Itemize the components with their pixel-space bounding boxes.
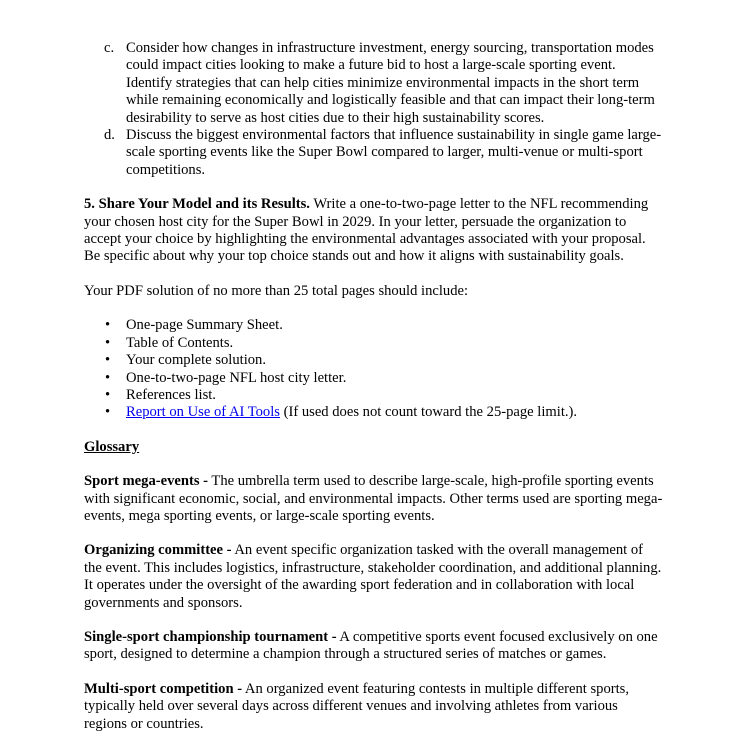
list-item-d (84, 127, 664, 179)
requirement-item-ai-report (84, 404, 664, 421)
bullet-icon: • (105, 386, 111, 403)
glossary-entry (84, 681, 664, 733)
list-marker: c. (104, 40, 115, 56)
list-marker: d. (104, 127, 115, 144)
requirement-text: Table of Contents. (126, 334, 234, 351)
bullet-icon: • (105, 369, 111, 386)
list-item-text: Consider how changes in infrastructure investment, energy sourcing, transportation modes could impact cities looking to make a future bid to host a large-scale sporting event. Identify strategies that can help cities minimize environmental impacts in the short term while remaining economically and logistically feasible and that can impact their long-term desirability to serve as host cities due to their high sustainability scores. (126, 40, 655, 126)
section-5-body: Write a one-to-two-page letter to the NFL recommending your chosen host city for the Super Bowl in 2029. In your letter, persuade the organization to accept your choice by highlighting the environmental advantages associated with your proposal. Be specific about why your top choice stands out and how it aligns with sustainability goals. (84, 196, 649, 265)
glossary-definition: The umbrella term used to describe large-scale, high-profile sporting events with significant economic, social, and environmental impacts. Other terms used are sporting mega-events, mega sporting events, or large-scale sporting events. (84, 473, 663, 524)
requirement-item (84, 370, 664, 387)
glossary-term: Sport mega-events - (84, 473, 209, 490)
glossary-definition: An organized event featuring contests in multiple different sports, typically held over several days across different venues and involving athletes from various regions or countries. (84, 680, 629, 732)
requirement-text: Your complete solution. (126, 352, 266, 369)
section-5-title: 5. Share Your Model and its Results. (84, 196, 310, 213)
requirement-text: One-to-two-page NFL host city letter. (126, 369, 347, 386)
ai-tools-report-link[interactable]: Report on Use of AI Tools (126, 404, 280, 421)
glossary-term: Organizing committee - (84, 542, 232, 559)
glossary-entry (84, 473, 664, 525)
bullet-icon: • (105, 334, 111, 351)
solution-intro: Your PDF solution of no more than 25 total pages should include: (84, 282, 469, 299)
glossary-entry (84, 629, 664, 664)
bullet-icon: • (105, 317, 111, 334)
requirement-item (84, 317, 664, 334)
requirements-list (84, 317, 664, 421)
list-item-text: Discuss the biggest environmental factors that influence sustainability in single game large-scale sporting events like the Super Bowl compared to larger, multi-venue or multi-sport competitions. (126, 127, 662, 178)
list-item-c (84, 40, 664, 127)
glossary-entry (84, 542, 664, 612)
glossary-definition: An event specific organization tasked with the overall management of the event. This includes logistics, infrastructure, stakeholder coordination, and additional planning. It operates under the oversight of the awarding sport federation and in collaboration with local governments and sponsors. (84, 542, 662, 611)
requirement-item (84, 387, 664, 404)
glossary-heading: Glossary (84, 438, 140, 455)
document-page (84, 40, 664, 733)
requirement-text: (If used does not count toward the 25-page limit.). (279, 404, 578, 421)
glossary-term: Multi-sport competition - (84, 680, 243, 697)
requirement-text: References list. (126, 386, 216, 403)
glossary-term: Single-sport championship tournament - (84, 628, 337, 645)
requirement-text: One-page Summary Sheet. (126, 317, 283, 334)
lettered-list (84, 40, 664, 179)
requirement-item (84, 335, 664, 352)
bullet-icon: • (105, 404, 111, 421)
bullet-icon: • (105, 352, 111, 369)
section-5-paragraph (84, 196, 664, 266)
glossary-definition: A competitive sports event focused exclusively on one sport, designed to determine a champion through a structured series of matches or games. (84, 628, 658, 663)
requirement-item (84, 352, 664, 369)
